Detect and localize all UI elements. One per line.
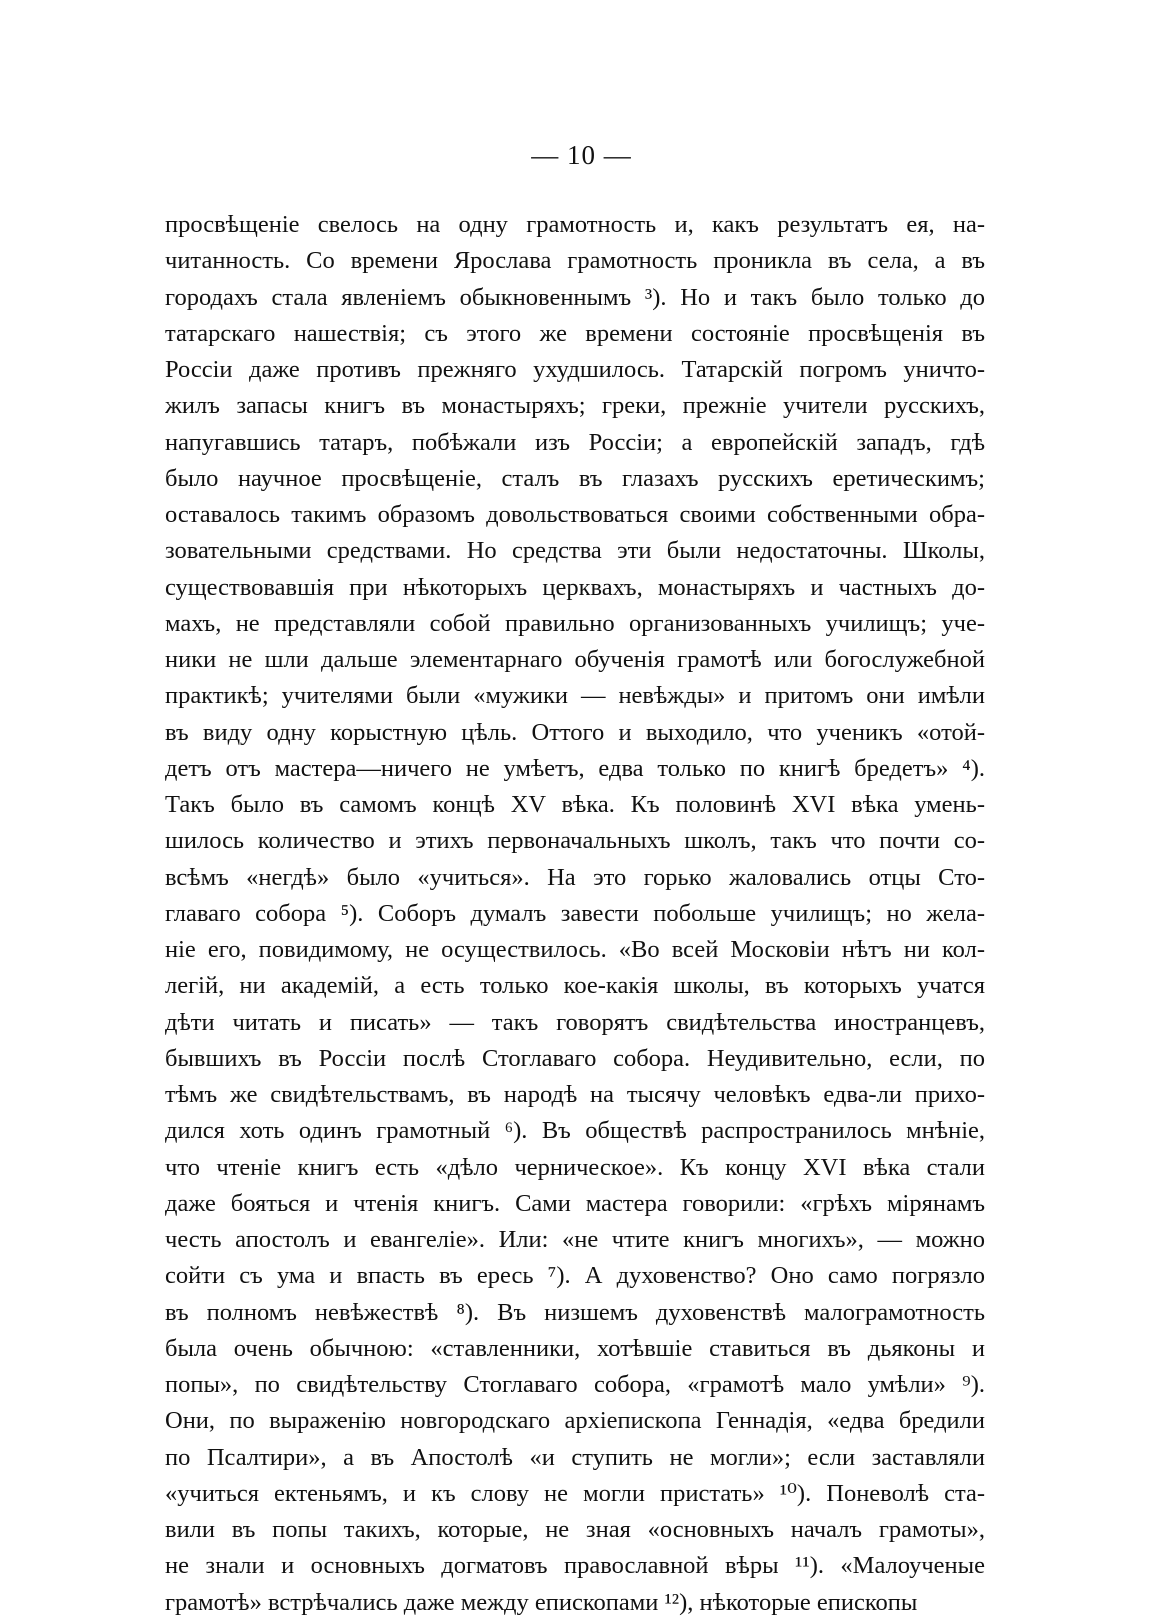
text-line: Россіи даже противъ прежняго ухудшилось. Татарскій погромъ уничто- [165, 356, 985, 383]
text-line: дѣти читать и писать» — такъ говорятъ свидѣтельства иностранцевъ, [165, 1008, 985, 1036]
text-line: Такъ было въ самомъ концѣ XV вѣка. Къ половинѣ XVI вѣка умень- [165, 791, 985, 818]
text-line: легій, ни академій, а есть только кое-какія школы, въ которыхъ учатся [165, 972, 985, 1000]
text-line: всѣмъ «негдѣ» было «учиться». На это горько жаловались отцы Сто- [165, 863, 985, 891]
text-line: честь апостолъ и евангеліе». Или: «не чтите книгъ многихъ», — можно [165, 1226, 985, 1253]
text-line: дился хоть одинъ грамотный ⁶). Въ обществѣ распространилось мнѣніе, [165, 1117, 985, 1145]
text-line: Они, по выраженію новгородскаго архіепископа Геннадія, «едва бредили [165, 1407, 985, 1435]
text-line: махъ, не представляли собой правильно организованныхъ училищъ; уче- [165, 609, 985, 637]
text-line: оставалось такимъ образомъ довольствоваться своими собственными обра- [165, 501, 985, 528]
text-line: вили въ попы такихъ, которые, не зная «основныхъ началъ грамоты», [165, 1516, 985, 1543]
text-line: детъ отъ мастера—ничего не умѣетъ, едва только по книгѣ бредетъ» ⁴). [165, 754, 985, 782]
text-line: татарскаго нашествія; съ этого же времени состояніе просвѣщенія въ [165, 319, 985, 347]
body-text [165, 207, 985, 1621]
text-line: «учиться ектеньямъ, и къ слову не могли пристать» ¹⁰). Поневолѣ ста- [165, 1479, 985, 1507]
text-line: существовавшія при нѣкоторыхъ церквахъ, монастыряхъ и частныхъ до- [165, 573, 985, 601]
text-line: тѣмъ же свидѣтельствамъ, въ народѣ на тысячу человѣкъ едва-ли прихо- [165, 1081, 985, 1108]
text-line: сойти съ ума и впасть въ ересь ⁷). А духовенство? Оно само погрязло [165, 1262, 985, 1290]
text-line: практикѣ; учителями были «мужики — невѣжды» и притомъ они имѣли [165, 682, 985, 710]
text-line: въ полномъ невѣжествѣ ⁸). Въ низшемъ духовенствѣ малограмотность [165, 1298, 985, 1326]
text-line: ніе его, повидимому, не осуществилось. «Во всей Московіи нѣтъ ни кол- [165, 936, 985, 963]
text-line: напугавшись татаръ, побѣжали изъ Россіи; а европейскій западъ, гдѣ [165, 428, 985, 456]
text-line: была очень обычною: «ставленники, хотѣвшіе ставиться въ дьяконы и [165, 1334, 985, 1362]
text-line: даже бояться и чтенія книгъ. Сами мастера говорили: «грѣхъ мірянамъ [165, 1189, 985, 1217]
text-line: въ виду одну корыстную цѣль. Оттого и выходило, что ученикъ «отой- [165, 718, 985, 746]
text-line: по Псалтири», а въ Апостолѣ «и ступить не могли»; если заставляли [165, 1443, 985, 1471]
text-line: жилъ запасы книгъ въ монастыряхъ; греки, прежніе учители русскихъ, [165, 392, 985, 420]
text-line: просвѣщеніе свелось на одну грамотность и, какъ результатъ ея, на- [165, 211, 985, 238]
text-line: попы», по свидѣтельству Стоглаваго собора, «грамотѣ мало умѣли» ⁹). [165, 1371, 985, 1398]
text-line: не знали и основныхъ догматовъ православной вѣры ¹¹). «Малоученые [165, 1552, 985, 1580]
text-line: главаго собора ⁵). Соборъ думалъ завести побольше училищъ; но жела- [165, 899, 985, 927]
text-line: читанность. Со времени Ярослава грамотность проникла въ села, а въ [165, 247, 985, 275]
text-line: было научное просвѣщеніе, сталъ въ глазахъ русскихъ еретическимъ; [165, 464, 985, 492]
text-line: бывшихъ въ Россіи послѣ Стоглаваго собора. Неудивительно, если, по [165, 1044, 985, 1072]
text-line: шилось количество и этихъ первоначальныхъ школъ, такъ что почти со- [165, 827, 985, 855]
page-number: — 10 — [531, 140, 632, 170]
text-line: зовательными средствами. Но средства эти были недостаточны. Школы, [165, 537, 985, 565]
text-line: что чтеніе книгъ есть «дѣло черническое». Къ концу XVI вѣка стали [165, 1153, 985, 1181]
text-line: грамотѣ» встрѣчались даже между епископами ¹²), нѣкоторые епископы [165, 1588, 918, 1616]
text-line: ники не шли дальше элементарнаго обученія грамотѣ или богослужебной [165, 646, 985, 673]
text-line: городахъ стала явленіемъ обыкновеннымъ ³). Но и такъ было только до [165, 283, 985, 311]
